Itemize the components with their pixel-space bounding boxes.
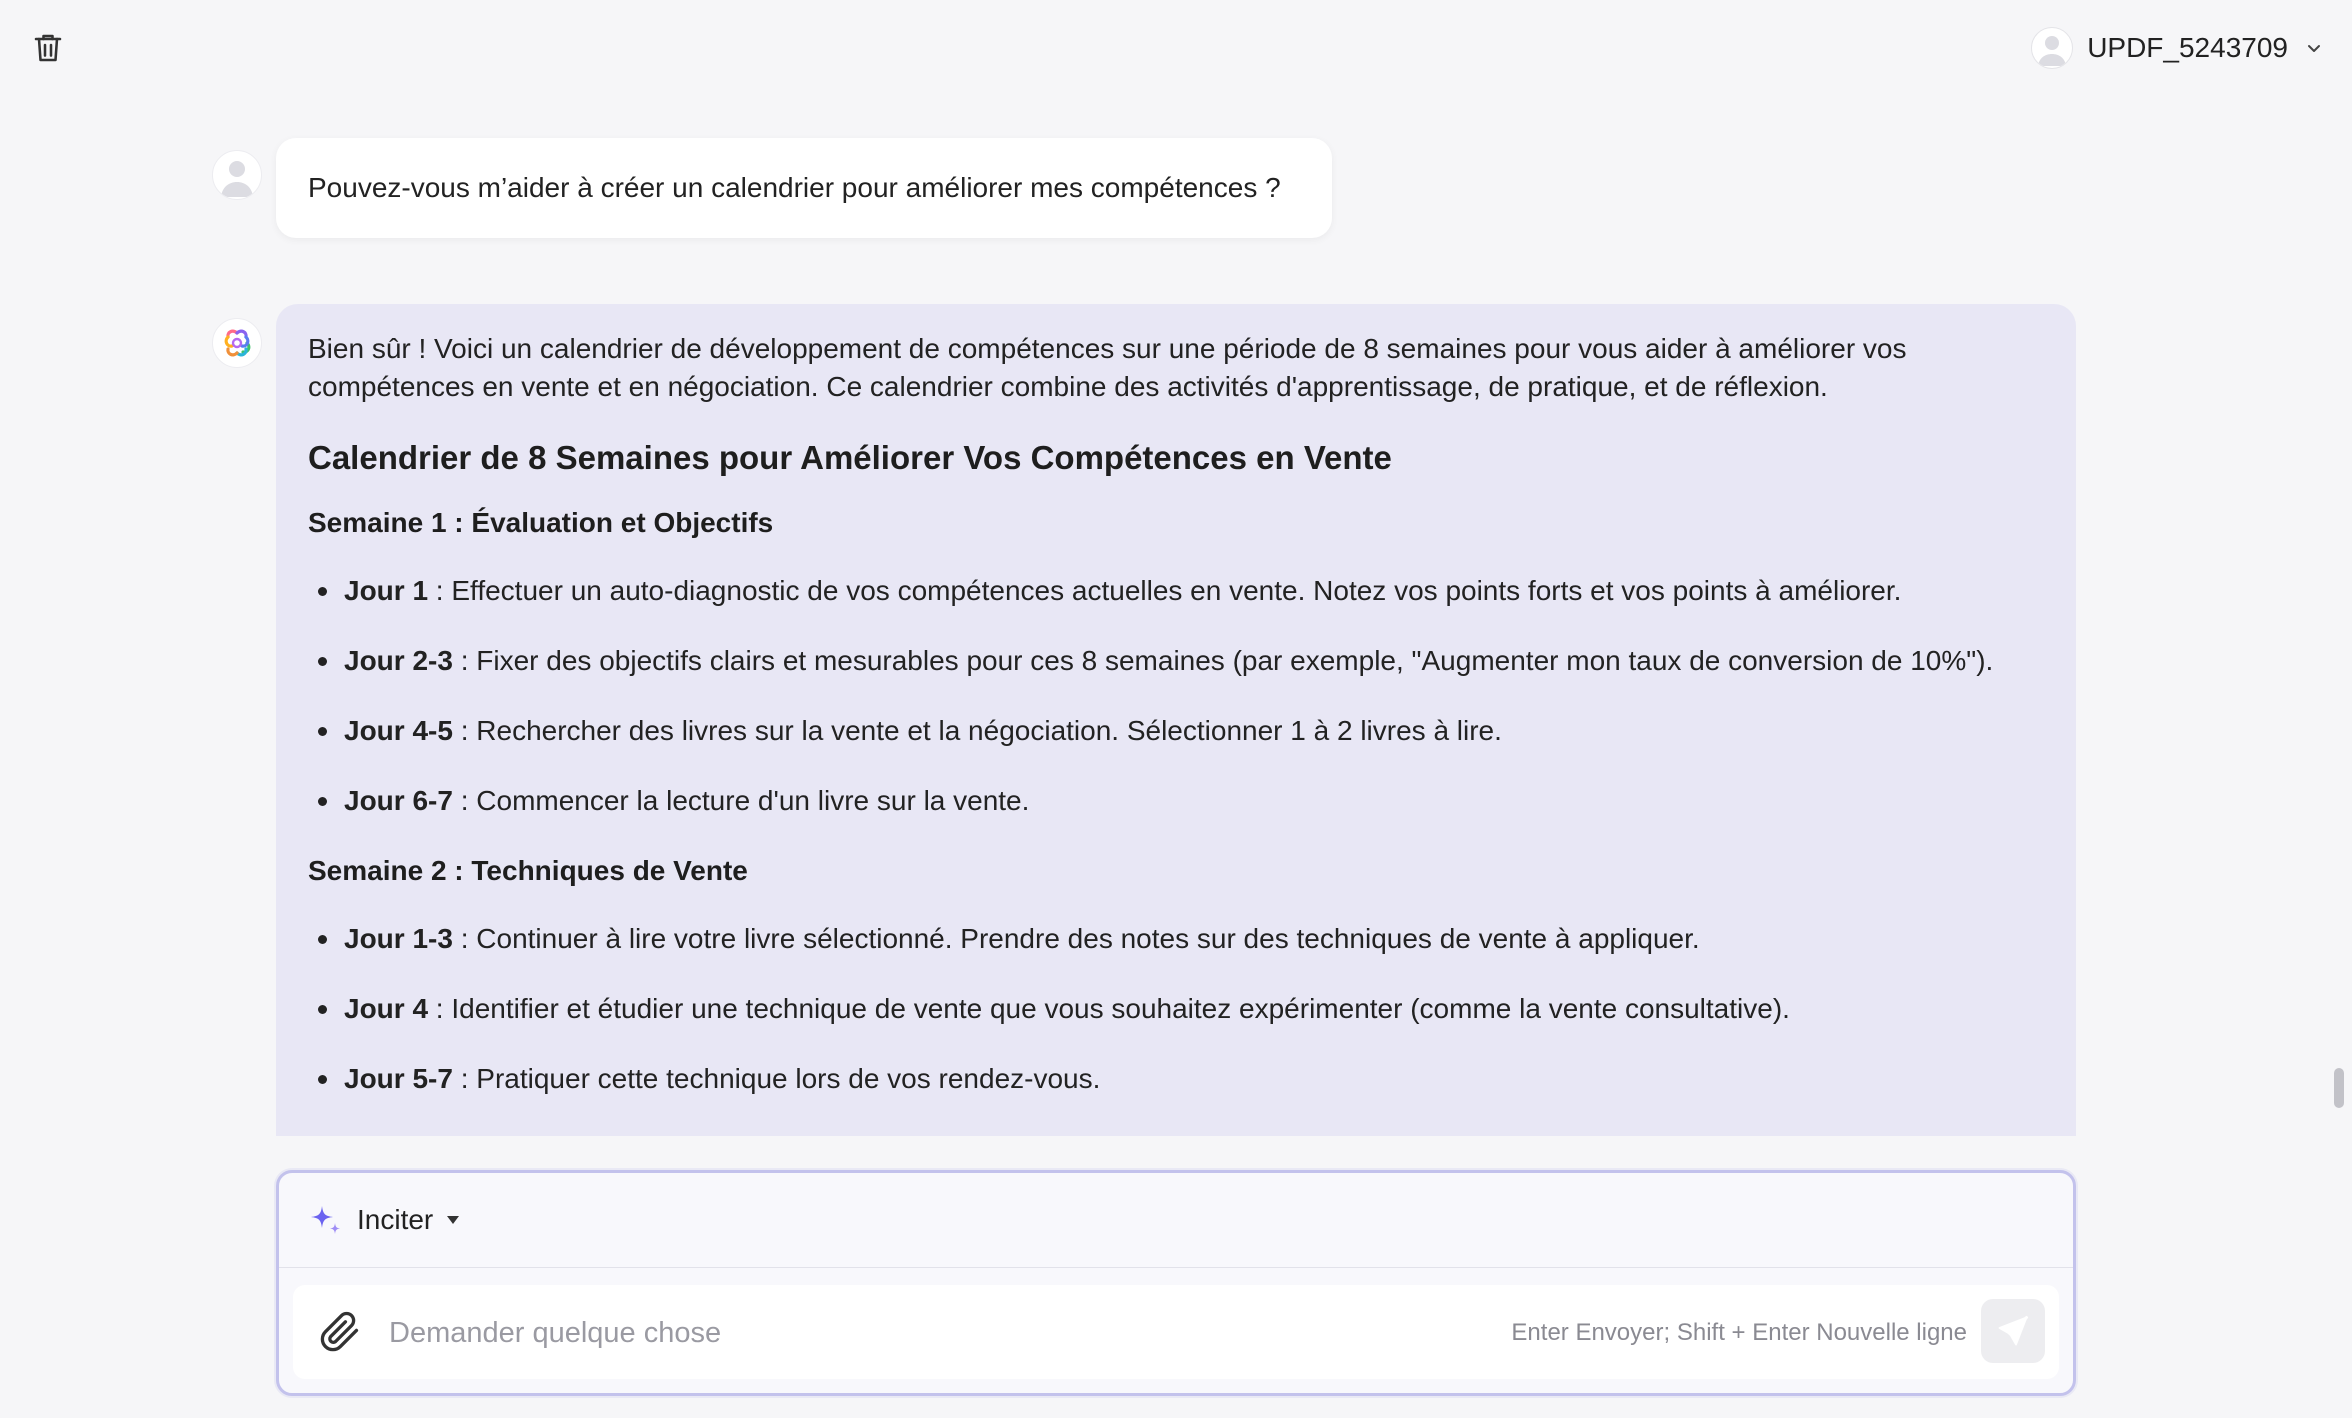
message-input-container — [293, 1285, 2059, 1379]
sparkle-icon — [309, 1203, 343, 1237]
top-bar — [0, 0, 2352, 96]
prompt-toolbar — [279, 1173, 2073, 1268]
user-avatar-icon — [2031, 27, 2073, 69]
keyboard-hint: Enter Envoyer; Shift + Enter Nouvelle ligne — [1511, 1319, 1967, 1346]
send-button[interactable] — [1981, 1299, 2045, 1363]
week-day-list — [308, 572, 2044, 820]
day-label: Jour 4 — [344, 993, 429, 1024]
ai-response-intro: Bien sûr ! Voici un calendrier de développement de compétences sur une période de 8 semaines pour vous aider à améliorer vos compétences en vente et en négociation. Ce calendrier combine des activités d'apprentissage, de pratique, et de réflexion. — [308, 333, 1907, 402]
trash-icon[interactable] — [30, 30, 66, 66]
message-input[interactable] — [387, 1305, 1271, 1361]
user-message-bubble: Pouvez-vous m’aider à créer un calendrier pour améliorer mes compétences ? — [276, 138, 1332, 238]
send-icon — [1995, 1313, 2031, 1349]
day-label: Jour 6-7 — [344, 785, 453, 816]
list-item — [308, 642, 2044, 680]
day-text: : Identifier et étudier une technique de vente que vous souhaitez expérimenter (comme la vente consultative). — [428, 993, 1790, 1024]
user-name: UPDF_5243709 — [2087, 32, 2288, 63]
day-label: Jour 5-7 — [344, 1063, 453, 1094]
ai-assistant-logo-icon — [212, 318, 262, 368]
prompt-dropdown[interactable] — [309, 1203, 459, 1237]
ai-response-bubble — [276, 304, 2076, 1136]
message-composer — [276, 1170, 2076, 1396]
day-label: Jour 1 — [344, 575, 429, 606]
list-item — [308, 1060, 2044, 1098]
day-label: Jour 1-3 — [344, 923, 453, 954]
user-message-avatar-icon — [212, 150, 262, 200]
ai-response-heading: Calendrier de 8 Semaines pour Améliorer Vos Compétences en Vente — [308, 439, 1392, 476]
day-text: : Continuer à lire votre livre sélectionné. Prendre des notes sur des techniques de vente à appliquer. — [452, 923, 1700, 954]
paperclip-icon[interactable] — [319, 1311, 361, 1353]
week-day-list — [308, 920, 2044, 1098]
day-text: : Pratiquer cette technique lors de vos rendez-vous. — [452, 1063, 1101, 1094]
chat-area — [0, 96, 2352, 1136]
list-item — [308, 920, 2044, 958]
week-heading: Semaine 2 : Techniques de Vente — [308, 855, 748, 886]
day-text: : Effectuer un auto-diagnostic de vos compétences actuelles en vente. Notez vos points forts et vos points à améliorer. — [428, 575, 1902, 606]
scrollbar-thumb[interactable] — [2334, 1068, 2344, 1108]
prompt-label: Inciter — [357, 1204, 434, 1235]
chevron-down-icon — [2304, 38, 2324, 58]
day-label: Jour 4-5 — [344, 715, 453, 746]
list-item — [308, 782, 2044, 820]
week-heading: Semaine 1 : Évaluation et Objectifs — [308, 507, 774, 538]
user-account-menu[interactable] — [2031, 24, 2324, 72]
list-item — [308, 990, 2044, 1028]
day-text: : Rechercher des livres sur la vente et la négociation. Sélectionner 1 à 2 livres à lire. — [452, 715, 1502, 746]
list-item — [308, 572, 2044, 610]
caret-down-icon — [447, 1216, 459, 1224]
day-label: Jour 2-3 — [344, 645, 453, 676]
day-text: : Commencer la lecture d'un livre sur la vente. — [452, 785, 1030, 816]
list-item — [308, 712, 2044, 750]
day-text: : Fixer des objectifs clairs et mesurables pour ces 8 semaines (par exemple, "Augmenter mon taux de conversion de 10%"). — [452, 645, 1994, 676]
